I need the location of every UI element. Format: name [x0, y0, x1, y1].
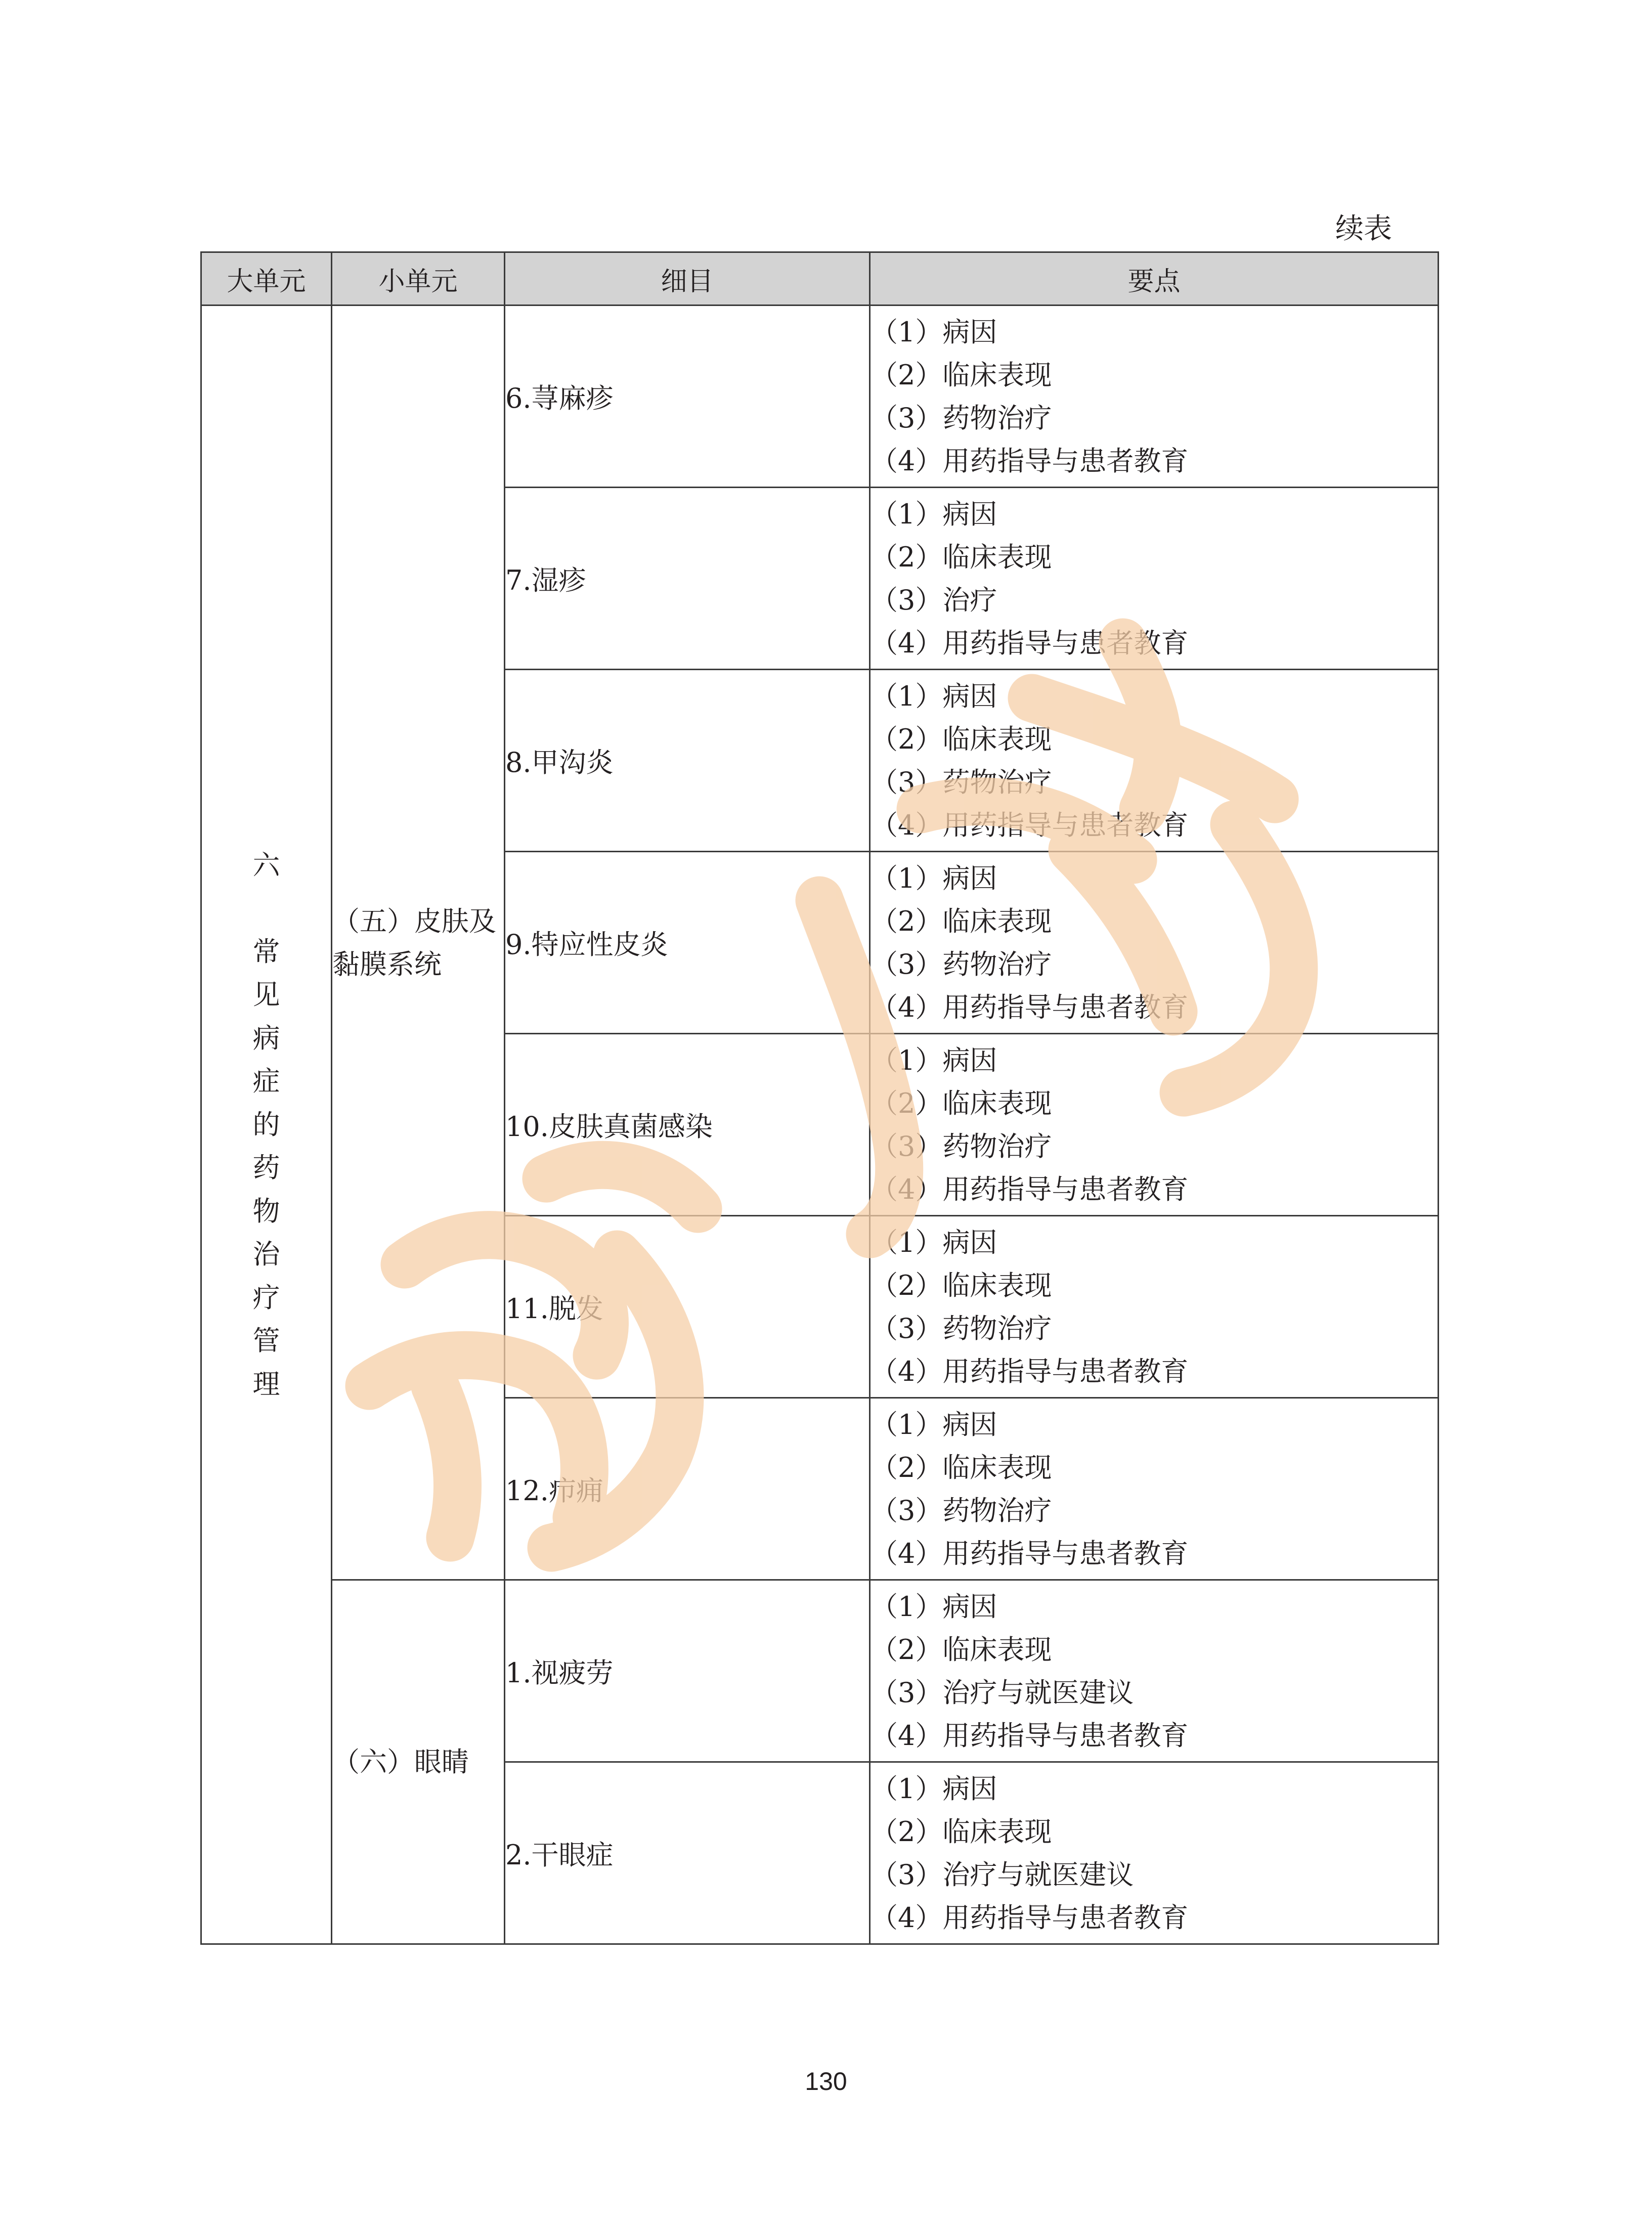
table-body [201, 306, 1439, 1944]
sub-unit-name: （五）皮肤及黏膜系统 [332, 905, 496, 980]
header-major-unit: 大单元 [201, 252, 332, 306]
major-unit-char: 常 [252, 935, 280, 968]
sub-unit-cell [332, 1580, 505, 1944]
header-sub-unit: 小单元 [332, 252, 505, 306]
key-point: （1）病因 [871, 862, 997, 894]
key-points-list [871, 1403, 1438, 1575]
key-point: （2）临床表现 [871, 1087, 1052, 1119]
syllabus-table [200, 251, 1439, 1945]
key-points-list [871, 857, 1438, 1029]
key-point: （4）用药指导与患者教育 [871, 1537, 1189, 1569]
key-points-list [871, 1221, 1438, 1393]
key-points-list [871, 493, 1438, 665]
major-unit-char: 物 [252, 1195, 280, 1227]
table-row [201, 306, 1439, 488]
major-unit-number: 六 [252, 849, 280, 881]
key-point: （2）临床表现 [871, 541, 1052, 573]
key-point: （2）临床表现 [871, 359, 1052, 391]
item-name: 8.甲沟炎 [505, 670, 870, 852]
major-unit-char: 症 [252, 1065, 280, 1097]
key-point: （1）病因 [871, 498, 997, 530]
key-point: （4）用药指导与患者教育 [871, 445, 1189, 477]
key-point: （3）药物治疗 [871, 1494, 1052, 1526]
key-point: （1）病因 [871, 1590, 997, 1623]
key-point: （4）用药指导与患者教育 [871, 1355, 1189, 1387]
item-name: 6.荨麻疹 [505, 306, 870, 488]
key-points-cell [870, 1762, 1439, 1944]
key-point: （4）用药指导与患者教育 [871, 627, 1189, 659]
key-points-cell [870, 852, 1439, 1034]
item-name: 9.特应性皮炎 [505, 852, 870, 1034]
key-point: （3）治疗 [871, 584, 997, 616]
sub-unit-cell [332, 306, 505, 1580]
item-name: 1.视疲劳 [505, 1580, 870, 1762]
key-point: （3）治疗与就医建议 [871, 1676, 1134, 1709]
key-point: （2）临床表现 [871, 1633, 1052, 1666]
major-unit-char: 管 [252, 1325, 280, 1357]
item-name: 12.疖痈 [505, 1398, 870, 1580]
key-points-list [871, 1585, 1438, 1757]
key-points-cell [870, 670, 1439, 852]
key-point: （3）药物治疗 [871, 766, 1052, 798]
header-key-points: 要点 [870, 252, 1439, 306]
key-point: （1）病因 [871, 1772, 997, 1805]
item-name: 11.脱发 [505, 1216, 870, 1398]
major-unit-char: 理 [252, 1368, 280, 1400]
item-name: 7.湿疹 [505, 488, 870, 670]
sub-unit-name: （六）眼睛 [332, 1746, 469, 1778]
key-points-cell [870, 1580, 1439, 1762]
key-point: （2）临床表现 [871, 1815, 1052, 1848]
key-point: （2）临床表现 [871, 723, 1052, 755]
key-point: （3）治疗与就医建议 [871, 1858, 1134, 1891]
key-points-list [871, 1767, 1438, 1939]
key-point: （4）用药指导与患者教育 [871, 1719, 1189, 1752]
key-point: （3）药物治疗 [871, 1130, 1052, 1162]
key-points-list [871, 1039, 1438, 1211]
key-point: （2）临床表现 [871, 1269, 1052, 1301]
key-point: （2）临床表现 [871, 1451, 1052, 1484]
key-points-list [871, 675, 1438, 847]
item-name: 10.皮肤真菌感染 [505, 1034, 870, 1216]
key-point: （4）用药指导与患者教育 [871, 1173, 1189, 1205]
key-points-cell [870, 488, 1439, 670]
header-row [201, 252, 1439, 306]
table-row [201, 1580, 1439, 1762]
header-item: 细目 [505, 252, 870, 306]
continued-label: 续表 [1335, 212, 1392, 245]
key-point: （3）药物治疗 [871, 402, 1052, 434]
key-point: （3）药物治疗 [871, 948, 1052, 980]
key-point: （1）病因 [871, 1226, 997, 1258]
key-points-cell [870, 1398, 1439, 1580]
key-points-cell [870, 1034, 1439, 1216]
key-point: （1）病因 [871, 1044, 997, 1076]
key-point: （1）病因 [871, 1408, 997, 1441]
major-unit-char: 治 [252, 1238, 280, 1270]
major-unit-char: 疗 [252, 1281, 280, 1314]
key-point: （1）病因 [871, 316, 997, 348]
key-point: （4）用药指导与患者教育 [871, 809, 1189, 841]
key-points-cell [870, 1216, 1439, 1398]
key-point: （4）用药指导与患者教育 [871, 1901, 1189, 1934]
major-unit-char: 病 [252, 1022, 280, 1054]
key-points-cell [870, 306, 1439, 488]
major-unit-title [253, 844, 280, 1406]
key-points-list [871, 311, 1438, 483]
key-point: （4）用药指导与患者教育 [871, 991, 1189, 1023]
key-point: （1）病因 [871, 680, 997, 712]
major-unit-cell [201, 306, 332, 1944]
major-unit-char: 的 [252, 1108, 280, 1141]
key-point: （2）临床表现 [871, 905, 1052, 937]
page-number: 130 [805, 2067, 847, 2096]
major-unit-char: 见 [252, 979, 280, 1011]
major-unit-char: 药 [252, 1152, 280, 1184]
key-point: （3）药物治疗 [871, 1312, 1052, 1344]
item-name: 2.干眼症 [505, 1762, 870, 1944]
